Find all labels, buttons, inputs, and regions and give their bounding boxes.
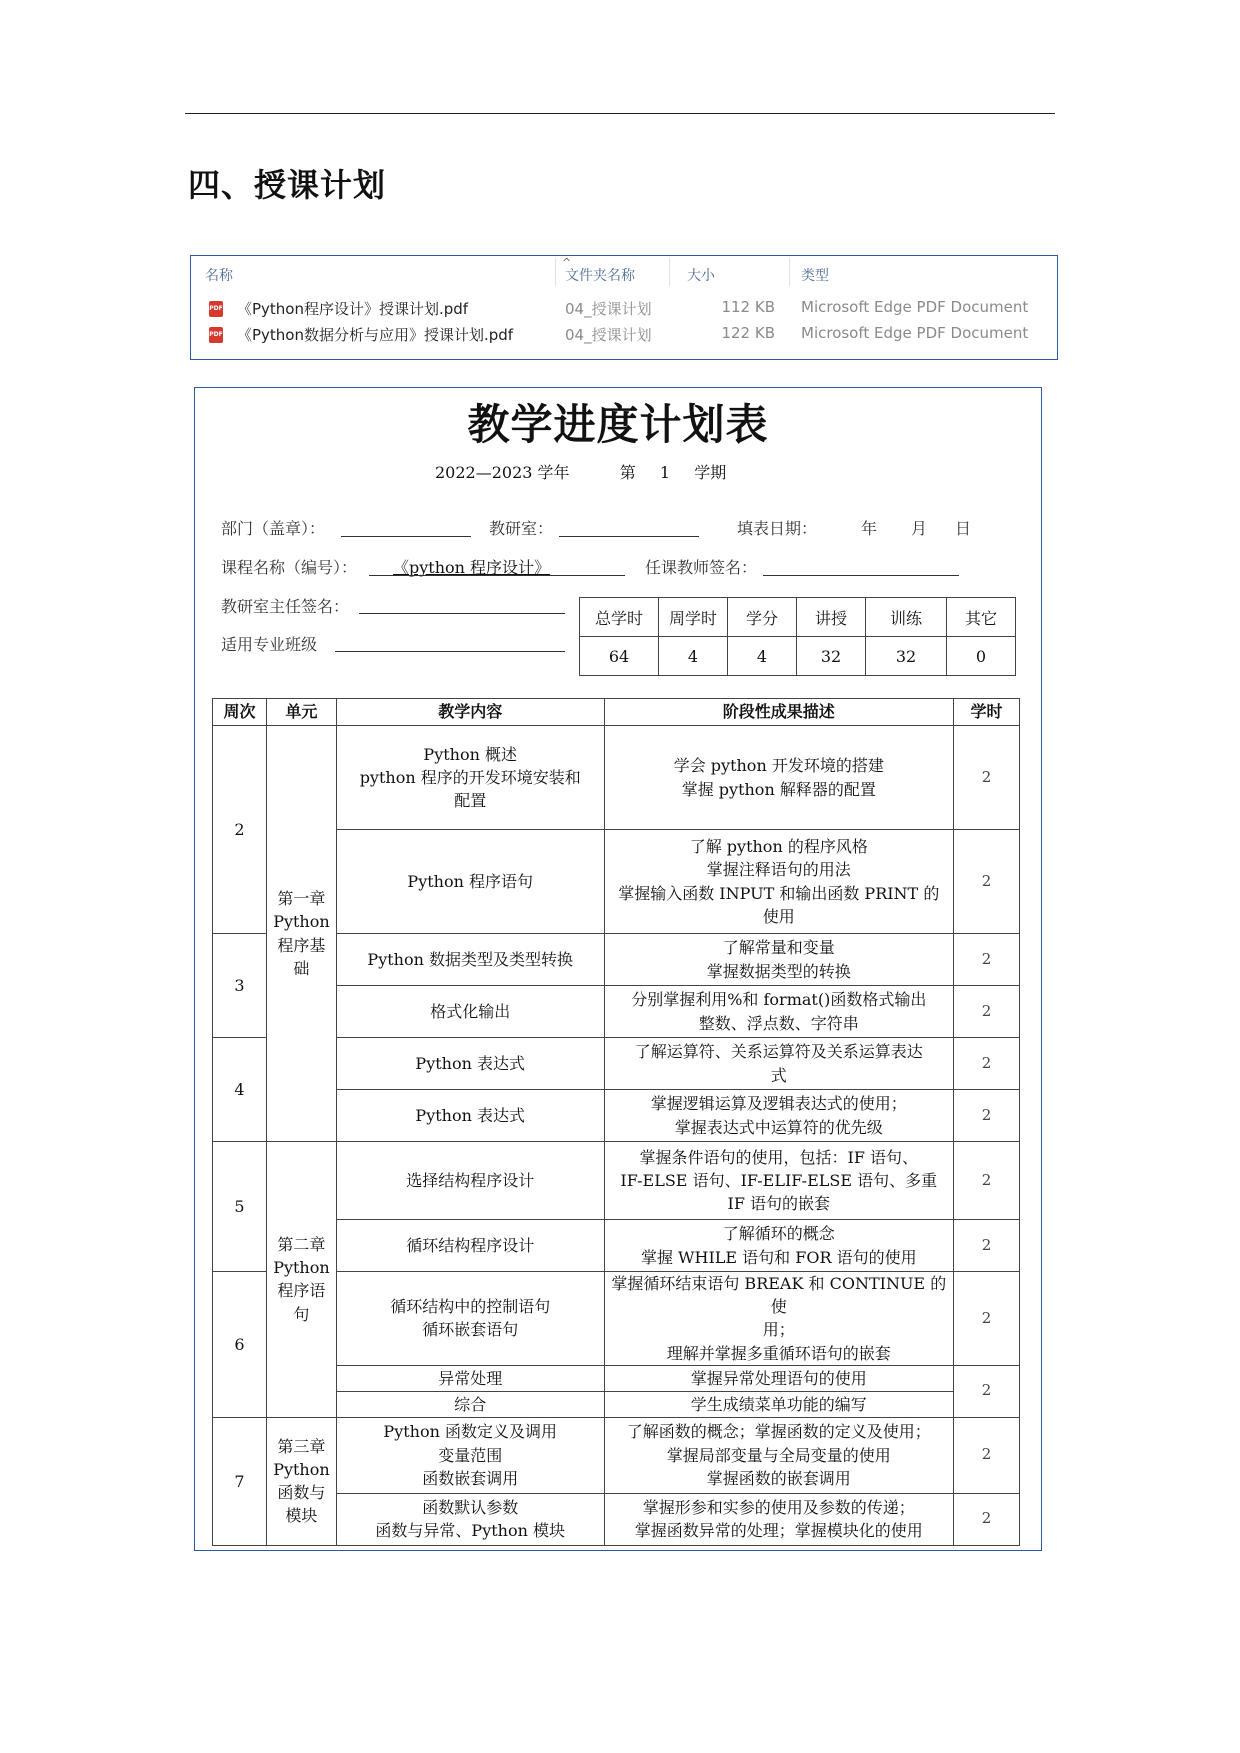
content-cell: Python 概述 python 程序的开发环境安装和 配置 xyxy=(336,726,604,830)
sort-ascending-icon[interactable]: ^ xyxy=(562,256,572,269)
date-year-label: 年 xyxy=(861,519,878,538)
course-line xyxy=(369,575,625,576)
column-divider[interactable] xyxy=(555,258,556,286)
file-folder: 04_授课计划 xyxy=(565,300,652,318)
hours-cell: 2 xyxy=(954,1493,1020,1545)
file-type: Microsoft Edge PDF Document xyxy=(801,298,1029,316)
stat-value: 4 xyxy=(659,637,728,676)
teacher-sign-line xyxy=(763,575,959,576)
content-cell: 函数默认参数 函数与异常、Python 模块 xyxy=(336,1493,604,1545)
director-sign-line xyxy=(359,613,565,614)
fill-date-label: 填表日期： xyxy=(737,519,818,538)
office-line xyxy=(559,536,699,537)
content-cell: 格式化输出 xyxy=(336,986,604,1038)
outcome-cell: 了解循环的概念 掌握 WHILE 语句和 FOR 语句的使用 xyxy=(604,1220,954,1272)
stat-value: 64 xyxy=(580,637,659,676)
content-cell: 选择结构程序设计 xyxy=(336,1142,604,1220)
hours-cell: 2 xyxy=(954,830,1020,934)
outcome-cell: 分别掌握利用%和 format()函数格式输出 整数、浮点数、字符串 xyxy=(604,986,954,1038)
header-week: 周次 xyxy=(213,699,267,726)
file-name[interactable]: 《Python程序设计》授课计划.pdf xyxy=(237,300,469,318)
content-cell: 综合 xyxy=(336,1391,604,1417)
outcome-cell: 了解 python 的程序风格 掌握注释语句的用法 掌握输入函数 INPUT 和输出函数 PRINT 的 使用 xyxy=(604,830,954,934)
course-value: 《python 程序设计》 xyxy=(393,558,551,577)
majors-label: 适用专业班级 xyxy=(221,635,318,654)
hours-cell: 2 xyxy=(954,986,1020,1038)
file-row[interactable] xyxy=(191,296,1057,320)
file-name[interactable]: 《Python数据分析与应用》授课计划.pdf xyxy=(237,326,514,344)
majors-line xyxy=(335,651,565,652)
week-cell: 5 xyxy=(213,1142,267,1272)
table-row xyxy=(213,1417,1020,1493)
content-cell: 异常处理 xyxy=(336,1365,604,1391)
stat-header: 其它 xyxy=(947,598,1016,637)
content-cell: Python 数据类型及类型转换 xyxy=(336,934,604,986)
header-unit: 单元 xyxy=(266,699,336,726)
column-header-size[interactable]: 大小 xyxy=(687,268,715,284)
office-label: 教研室： xyxy=(489,519,554,538)
hours-cell: 2 xyxy=(954,1365,1020,1417)
header-outcome: 阶段性成果描述 xyxy=(604,699,954,726)
file-folder: 04_授课计划 xyxy=(565,326,652,344)
file-row[interactable] xyxy=(191,322,1057,346)
outcome-cell: 掌握形参和实参的使用及参数的传递； 掌握函数异常的处理；掌握模块化的使用 xyxy=(604,1493,954,1545)
week-cell: 6 xyxy=(213,1272,267,1418)
content-cell: 循环结构中的控制语句 循环嵌套语句 xyxy=(336,1272,604,1366)
content-cell: Python 函数定义及调用 变量范围 函数嵌套调用 xyxy=(336,1417,604,1493)
week-cell: 4 xyxy=(213,1038,267,1142)
outcome-cell: 了解常量和变量 掌握数据类型的转换 xyxy=(604,934,954,986)
column-divider[interactable] xyxy=(669,258,670,286)
unit-cell: 第一章 Python 程序基 础 xyxy=(266,726,336,1142)
date-day-label: 日 xyxy=(955,519,972,538)
week-cell: 3 xyxy=(213,934,267,1038)
stat-header: 总学时 xyxy=(580,598,659,637)
content-cell: Python 程序语句 xyxy=(336,830,604,934)
academic-year: 2022—2023 学年 xyxy=(435,463,570,482)
pdf-file-icon: PDF xyxy=(209,301,223,317)
hours-cell: 2 xyxy=(954,1038,1020,1090)
hours-cell: 2 xyxy=(954,1220,1020,1272)
term-line xyxy=(435,460,726,483)
schedule-document xyxy=(194,387,1042,1551)
header-rule xyxy=(185,113,1055,114)
file-type: Microsoft Edge PDF Document xyxy=(801,324,1029,342)
course-label: 课程名称（编号）： xyxy=(221,558,358,577)
schedule-table xyxy=(212,698,1020,1546)
outcome-cell: 掌握循环结束语句 BREAK 和 CONTINUE 的使 用； 理解并掌握多重循环语句的嵌套 xyxy=(604,1272,954,1366)
hours-cell: 2 xyxy=(954,934,1020,986)
hours-cell: 2 xyxy=(954,1142,1020,1220)
table-row xyxy=(213,726,1020,830)
header-content: 教学内容 xyxy=(336,699,604,726)
stat-value: 0 xyxy=(947,637,1016,676)
outcome-cell: 了解函数的概念；掌握函数的定义及使用； 掌握局部变量与全局变量的使用 掌握函数的嵌套调用 xyxy=(604,1417,954,1493)
outcome-cell: 掌握异常处理语句的使用 xyxy=(604,1365,954,1391)
hours-cell: 2 xyxy=(954,726,1020,830)
hours-cell: 2 xyxy=(954,1272,1020,1366)
date-month-label: 月 xyxy=(911,519,928,538)
department-label: 部门（盖章）： xyxy=(221,519,326,538)
stat-value: 32 xyxy=(866,637,947,676)
file-size: 122 KB xyxy=(721,324,775,342)
column-header-type[interactable]: 类型 xyxy=(801,268,829,284)
header-hours: 学时 xyxy=(954,699,1020,726)
stat-header: 周学时 xyxy=(659,598,728,637)
content-cell: Python 表达式 xyxy=(336,1090,604,1142)
stat-header: 训练 xyxy=(866,598,947,637)
week-cell: 2 xyxy=(213,726,267,934)
unit-cell: 第二章 Python 程序语 句 xyxy=(266,1142,336,1418)
content-cell: 循环结构程序设计 xyxy=(336,1220,604,1272)
hours-cell: 2 xyxy=(954,1417,1020,1493)
outcome-cell: 掌握条件语句的使用，包括：IF 语句、 IF-ELSE 语句、IF-ELIF-ELSE 语句、多重 IF 语句的嵌套 xyxy=(604,1142,954,1220)
section-title: 四、授课计划 xyxy=(188,166,387,204)
department-line xyxy=(341,536,471,537)
stat-value: 4 xyxy=(728,637,797,676)
outcome-cell: 掌握逻辑运算及逻辑表达式的使用； 掌握表达式中运算符的优先级 xyxy=(604,1090,954,1142)
content-cell: Python 表达式 xyxy=(336,1038,604,1090)
table-row xyxy=(213,1142,1020,1220)
pdf-file-icon: PDF xyxy=(209,327,223,343)
stat-value: 32 xyxy=(797,637,866,676)
file-list xyxy=(190,255,1058,360)
week-cell: 7 xyxy=(213,1417,267,1545)
document-title: 教学进度计划表 xyxy=(467,400,769,449)
hours-cell: 2 xyxy=(954,1090,1020,1142)
column-header-folder[interactable]: 文件夹名称 xyxy=(565,268,635,284)
semester-suffix: 学期 xyxy=(694,463,727,482)
outcome-cell: 学会 python 开发环境的搭建 掌握 python 解释器的配置 xyxy=(604,726,954,830)
teacher-sign-label: 任课教师签名： xyxy=(645,558,758,577)
semester-number: 1 xyxy=(659,463,671,482)
unit-cell: 第三章 Python 函数与 模块 xyxy=(266,1417,336,1545)
schedule-header-row xyxy=(213,699,1020,726)
semester-prefix: 第 xyxy=(619,463,636,482)
stat-header: 学分 xyxy=(728,598,797,637)
director-sign-label: 教研室主任签名： xyxy=(221,597,350,616)
stat-header: 讲授 xyxy=(797,598,866,637)
outcome-cell: 学生成绩菜单功能的编写 xyxy=(604,1391,954,1417)
file-size: 112 KB xyxy=(721,298,775,316)
column-header-name[interactable]: 名称 xyxy=(205,268,233,284)
outcome-cell: 了解运算符、关系运算符及关系运算表达 式 xyxy=(604,1038,954,1090)
column-divider[interactable] xyxy=(789,258,790,286)
hours-summary-table xyxy=(579,597,1016,676)
